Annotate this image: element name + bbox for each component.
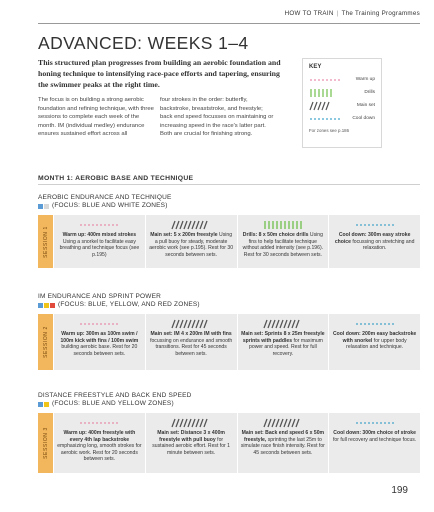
cool-down-card (329, 314, 420, 370)
dotted-line-icon (355, 321, 395, 327)
card-heading: Cool down: 300m easy stroke choice (334, 232, 411, 245)
session-label: SESSION 1 (42, 225, 49, 258)
main-set-card (146, 413, 237, 473)
card-text: focussing on stretching and relaxation. (350, 238, 415, 252)
intro-paragraph: This structured plan progresses from building an aerobic foundation and honing technique to intensifying race-pace efforts and tapering, ensuring the swimmer peaks at the right time. (38, 58, 281, 89)
dotted-line-icon (79, 321, 119, 327)
section-1-header (38, 194, 172, 210)
key-box (302, 58, 382, 148)
card-heading: Warm up: 300m as 100m swim / 100m kick with fins / 100m swim (60, 331, 139, 344)
card-heading: Main set: IM 4 x 200m IM with fins (150, 331, 232, 337)
main-set-card (146, 215, 237, 268)
key-row-main-set (309, 99, 375, 112)
card-heading: Warm up: 400m freestyle with every 4th lap backstroke (63, 430, 136, 443)
header-rule (38, 23, 420, 24)
zone-red-swatch (50, 303, 55, 308)
card-text: for sustained aerobic effort. Rest for 1 minute between sets. (152, 436, 231, 456)
key-label-main-set: Main set (356, 103, 375, 108)
warm-up-card (54, 215, 145, 268)
zone-yellow-swatch (44, 303, 49, 308)
key-row-drills (309, 86, 375, 99)
dotted-line-icon (309, 116, 343, 122)
card-heading: Main set: Distance 3 x 400m freestyle with pull buoy (157, 430, 225, 443)
card-heading: Cool down: 300m choice of stroke (333, 430, 416, 436)
card-text: sprinting the last 25m to simulate race finish intensity. Rest for 45 seconds between sets. (240, 436, 325, 456)
slash-bars-icon (171, 319, 211, 329)
zone-blue-swatch (38, 402, 43, 407)
cool-down-card (329, 413, 420, 473)
card-text: building aerobic base. Rest for 20 seconds between sets. (61, 344, 138, 357)
zone-focus-text: (FOCUS: BLUE, YELLOW, AND RED ZONES) (58, 301, 200, 308)
main-set-card (238, 413, 329, 473)
zone-white-swatch (44, 204, 49, 209)
vertical-bars-icon (309, 88, 343, 98)
drills-card (238, 215, 329, 268)
card-text: Using fins to help facilitate technique without added intensity (see p.196). Rest for 30 seconds between sets. (242, 232, 324, 258)
zone-focus (38, 202, 172, 210)
zone-focus (38, 400, 192, 408)
card-text: for upper body relaxation and technique. (346, 337, 407, 351)
cool-down-card (329, 215, 420, 268)
section-title: AEROBIC ENDURANCE AND TECHNIQUE (38, 194, 172, 201)
slash-bars-icon (171, 418, 211, 428)
session-tab (38, 215, 53, 268)
key-note: For zones see p.186 (309, 128, 350, 133)
page-title: ADVANCED: WEEKS 1–4 (38, 33, 249, 53)
session-2-row (38, 314, 420, 370)
card-text: Using a pull buoy for steady, moderate aerobic work (see p.195). Rest for 30 seconds between sets. (149, 232, 234, 258)
key-label-cool-down: Cool down (352, 116, 375, 121)
card-heading: Main set: Back end speed 6 x 50m freestyle, (241, 430, 325, 443)
main-set-card (238, 314, 329, 370)
dotted-line-icon (79, 420, 119, 426)
card-heading: Main set: Sprints 8 x 25m freestyle sprints with paddles (241, 331, 325, 344)
slash-bars-icon (171, 220, 211, 230)
section-2-header (38, 293, 200, 309)
dotted-line-icon (79, 222, 119, 228)
key-label-drills: Drills (364, 90, 375, 95)
header-section: HOW TO TRAIN (284, 10, 334, 17)
vertical-bars-icon (263, 220, 303, 230)
section-title: IM ENDURANCE AND SPRINT POWER (38, 293, 162, 300)
warm-up-card (54, 413, 145, 473)
zone-blue-swatch (38, 303, 43, 308)
card-heading: Main set: 5 x 200m freestyle (150, 232, 218, 238)
session-3-row (38, 413, 420, 473)
main-set-card (146, 314, 237, 370)
session-tab (38, 413, 53, 473)
month-heading: MONTH 1: AEROBIC BASE AND TECHNIQUE (38, 175, 194, 182)
session-1-row (38, 215, 420, 268)
header-separator: | (336, 10, 339, 17)
warm-up-card (54, 314, 145, 370)
header-chapter: The Training Programmes (341, 10, 420, 17)
card-text: for full recovery and technique focus. (333, 436, 417, 443)
slash-bars-icon (263, 319, 303, 329)
zone-focus (38, 301, 200, 309)
session-label: SESSION 2 (42, 326, 49, 358)
key-row-cool-down (309, 112, 375, 125)
zone-blue-swatch (38, 204, 43, 209)
slash-bars-icon (263, 418, 303, 428)
card-heading: Drills: 8 x 50m choice drills (242, 232, 309, 238)
body-column-1: The focus is on building a strong aerobic foundation and refining technique, with three sessions to complete each week of the month. IM (individual medley) endurance ensures sustained effort across all (38, 97, 154, 138)
page-number: 199 (391, 485, 408, 496)
dotted-line-icon (309, 77, 343, 83)
card-text: for maximum power and speed. Rest for full recovery. (249, 337, 323, 357)
card-text: focussing on endurance and smooth transitions. Rest for 45 seconds between sets. (150, 337, 233, 357)
slash-bars-icon (309, 101, 343, 111)
section-3-header (38, 392, 192, 408)
card-heading: Cool down: 200m easy backstroke with snorkel (333, 331, 417, 344)
card-text: Using a snorkel to facilitate easy breathing and technique focus (see p.195) (59, 238, 140, 258)
key-title: KEY (309, 64, 322, 70)
zone-focus-text: (FOCUS: BLUE AND WHITE ZONES) (52, 202, 168, 209)
section-title: DISTANCE FREESTYLE AND BACK END SPEED (38, 392, 192, 399)
card-heading: Warm up: 400m mixed strokes (62, 232, 137, 238)
dotted-line-icon (355, 222, 395, 228)
body-column-2: four strokes in the order: butterfly, backstroke, breaststroke, and freestyle; back end speed focusses on maintaining or increasing speed in the race's latter part. Both are crucial for finishing strong. (160, 97, 274, 138)
dotted-line-icon (355, 420, 395, 426)
session-label: SESSION 3 (42, 427, 49, 459)
zone-yellow-swatch (44, 402, 49, 407)
key-row-warm-up (309, 73, 375, 86)
card-text: emphasizing long, smooth strokes for aerobic work. Rest for 20 seconds between sets. (57, 443, 142, 463)
zone-focus-text: (FOCUS: BLUE AND YELLOW ZONES) (52, 400, 174, 407)
month-rule (38, 184, 420, 185)
key-label-warm-up: Warm up (355, 77, 375, 82)
session-tab (38, 314, 53, 370)
running-header (285, 10, 420, 17)
